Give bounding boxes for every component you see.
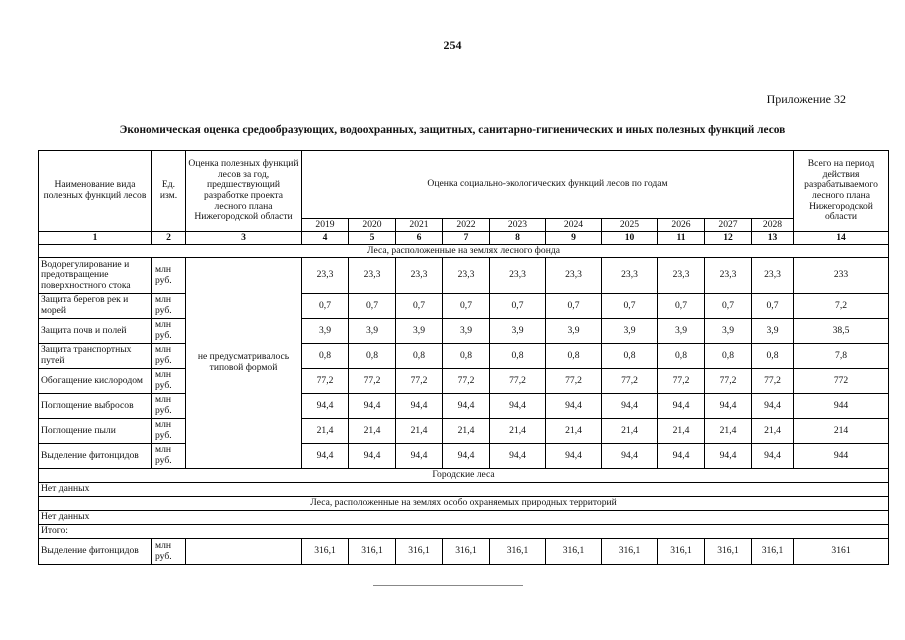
unit-cell: млн руб. (152, 539, 186, 565)
table-body (39, 151, 889, 565)
value-cell: 21,4 (752, 419, 794, 444)
total-cell: 3161 (794, 539, 889, 565)
function-name: Обогащение кислородом (39, 369, 152, 394)
value-cell: 94,4 (705, 394, 752, 419)
value-cell: 316,1 (752, 539, 794, 565)
value-cell: 21,4 (302, 419, 349, 444)
value-cell: 316,1 (396, 539, 443, 565)
unit-cell: млн руб. (152, 258, 186, 294)
value-cell: 21,4 (705, 419, 752, 444)
year-header: 2022 (443, 219, 490, 232)
value-cell: 21,4 (546, 419, 602, 444)
value-cell: 77,2 (658, 369, 705, 394)
total-cell: 214 (794, 419, 889, 444)
value-cell: 94,4 (546, 444, 602, 469)
table-row (39, 394, 889, 419)
function-name: Защита берегов рек и морей (39, 294, 152, 319)
table-row (39, 344, 889, 369)
value-cell: 94,4 (752, 394, 794, 419)
value-cell: 77,2 (705, 369, 752, 394)
no-data-label: Нет данных (39, 483, 889, 497)
value-cell: 316,1 (602, 539, 658, 565)
value-cell: 316,1 (349, 539, 396, 565)
value-cell: 316,1 (658, 539, 705, 565)
column-number: 11 (658, 232, 705, 245)
column-number: 3 (186, 232, 302, 245)
value-cell: 21,4 (396, 419, 443, 444)
total-cell: 944 (794, 444, 889, 469)
year-header: 2023 (490, 219, 546, 232)
total-cell: 7,8 (794, 344, 889, 369)
year-header: 2019 (302, 219, 349, 232)
value-cell: 23,3 (658, 258, 705, 294)
functions-table (38, 150, 889, 565)
value-cell: 23,3 (752, 258, 794, 294)
total-cell: 944 (794, 394, 889, 419)
footer-divider (373, 585, 523, 586)
value-cell: 0,7 (443, 294, 490, 319)
document-title: Экономическая оценка средообразующих, водоохранных, защитных, санитарно-гигиенических и иных полезных функций лесов (119, 124, 786, 136)
value-cell: 316,1 (443, 539, 490, 565)
value-cell: 316,1 (546, 539, 602, 565)
value-cell: 94,4 (752, 444, 794, 469)
value-cell: 23,3 (349, 258, 396, 294)
value-cell: 0,7 (658, 294, 705, 319)
value-cell: 3,9 (705, 319, 752, 344)
year-header: 2025 (602, 219, 658, 232)
value-cell: 3,9 (490, 319, 546, 344)
value-cell: 0,8 (490, 344, 546, 369)
column-number: 2 (152, 232, 186, 245)
value-cell: 94,4 (658, 394, 705, 419)
no-data-label-2-row (39, 511, 889, 525)
value-cell: 77,2 (546, 369, 602, 394)
header-by-years: Оценка социально-экологических функций лесов по годам (302, 151, 794, 219)
column-number: 4 (302, 232, 349, 245)
page-number: 254 (443, 38, 462, 52)
value-cell: 23,3 (602, 258, 658, 294)
value-cell: 0,7 (302, 294, 349, 319)
value-cell: 0,8 (602, 344, 658, 369)
column-number: 13 (752, 232, 794, 245)
value-cell: 0,8 (349, 344, 396, 369)
value-cell: 0,8 (396, 344, 443, 369)
value-cell: 94,4 (443, 394, 490, 419)
value-cell: 94,4 (490, 444, 546, 469)
value-cell: 316,1 (490, 539, 546, 565)
value-cell: 94,4 (302, 444, 349, 469)
value-cell: 94,4 (490, 394, 546, 419)
total-cell: 7,2 (794, 294, 889, 319)
value-cell: 316,1 (302, 539, 349, 565)
value-cell: 3,9 (752, 319, 794, 344)
value-cell: 94,4 (302, 394, 349, 419)
total-cell: 233 (794, 258, 889, 294)
year-header: 2027 (705, 219, 752, 232)
value-cell: 21,4 (658, 419, 705, 444)
function-name: Выделение фитонцидов (39, 444, 152, 469)
value-cell: 77,2 (302, 369, 349, 394)
table-row (39, 294, 889, 319)
value-cell: 23,3 (546, 258, 602, 294)
value-cell: 23,3 (705, 258, 752, 294)
column-number: 8 (490, 232, 546, 245)
value-cell: 3,9 (602, 319, 658, 344)
value-cell: 94,4 (396, 394, 443, 419)
value-cell: 21,4 (443, 419, 490, 444)
value-cell: 77,2 (752, 369, 794, 394)
value-cell: 0,7 (490, 294, 546, 319)
value-cell: 0,7 (396, 294, 443, 319)
unit-cell: млн руб. (152, 294, 186, 319)
value-cell: 77,2 (490, 369, 546, 394)
value-cell: 94,4 (658, 444, 705, 469)
value-cell: 21,4 (349, 419, 396, 444)
year-header: 2021 (396, 219, 443, 232)
section-title-urban-forests-row (39, 469, 889, 483)
header-row (39, 151, 889, 219)
value-cell: 0,8 (546, 344, 602, 369)
value-cell: 21,4 (490, 419, 546, 444)
value-cell: 77,2 (349, 369, 396, 394)
unit-cell: млн руб. (152, 394, 186, 419)
value-cell: 0,7 (602, 294, 658, 319)
column-number: 10 (602, 232, 658, 245)
year-header: 2028 (752, 219, 794, 232)
prior-estimate-note: не предусматривалось типовой формой (186, 258, 302, 469)
grand-total-row (39, 539, 889, 565)
value-cell: 77,2 (602, 369, 658, 394)
value-cell: 3,9 (658, 319, 705, 344)
value-cell: 3,9 (443, 319, 490, 344)
value-cell: 0,7 (705, 294, 752, 319)
total-cell: 38,5 (794, 319, 889, 344)
section-title-urban-forests: Городские леса (39, 469, 889, 483)
value-cell: 94,4 (546, 394, 602, 419)
section-title-forest-fund: Леса, расположенные на землях лесного фонда (39, 245, 889, 258)
header-unit: Ед. изм. (152, 151, 186, 232)
year-header: 2026 (658, 219, 705, 232)
value-cell: 94,4 (443, 444, 490, 469)
function-name: Водорегулирование и предотвращение поверхностного стока (39, 258, 152, 294)
unit-cell: млн руб. (152, 419, 186, 444)
value-cell: 94,4 (396, 444, 443, 469)
prior-estimate-empty (186, 539, 302, 565)
value-cell: 3,9 (349, 319, 396, 344)
value-cell: 0,7 (546, 294, 602, 319)
no-data-label-2: Нет данных (39, 511, 889, 525)
value-cell: 23,3 (302, 258, 349, 294)
column-number: 1 (39, 232, 152, 245)
column-number: 7 (443, 232, 490, 245)
value-cell: 94,4 (705, 444, 752, 469)
column-number: 6 (396, 232, 443, 245)
value-cell: 0,8 (302, 344, 349, 369)
value-cell: 23,3 (490, 258, 546, 294)
function-name: Выделение фитонцидов (39, 539, 152, 565)
value-cell: 23,3 (443, 258, 490, 294)
value-cell: 77,2 (443, 369, 490, 394)
no-data-label-row (39, 483, 889, 497)
section-title-protected-areas-row (39, 497, 889, 511)
value-cell: 316,1 (705, 539, 752, 565)
total-label: Итого: (39, 525, 889, 539)
table-row (39, 369, 889, 394)
table-row (39, 419, 889, 444)
value-cell: 0,7 (349, 294, 396, 319)
section-title-protected-areas: Леса, расположенные на землях особо охраняемых природных территорий (39, 497, 889, 511)
value-cell: 94,4 (349, 394, 396, 419)
header-name: Наименование вида полезных функций лесов (39, 151, 152, 232)
value-cell: 23,3 (396, 258, 443, 294)
unit-cell: млн руб. (152, 444, 186, 469)
column-number: 14 (794, 232, 889, 245)
table-row (39, 258, 889, 294)
column-number: 5 (349, 232, 396, 245)
unit-cell: млн руб. (152, 319, 186, 344)
value-cell: 3,9 (302, 319, 349, 344)
total-label-row (39, 525, 889, 539)
column-numbers-row (39, 232, 889, 245)
value-cell: 3,9 (396, 319, 443, 344)
year-header: 2024 (546, 219, 602, 232)
function-name: Поглощение пыли (39, 419, 152, 444)
value-cell: 94,4 (349, 444, 396, 469)
value-cell: 77,2 (396, 369, 443, 394)
value-cell: 0,8 (752, 344, 794, 369)
table-row (39, 319, 889, 344)
value-cell: 3,9 (546, 319, 602, 344)
table-row (39, 444, 889, 469)
value-cell: 0,7 (752, 294, 794, 319)
value-cell: 0,8 (658, 344, 705, 369)
function-name: Защита почв и полей (39, 319, 152, 344)
header-total: Всего на период действия разрабатываемого лесного плана Нижегородской области (794, 151, 889, 232)
function-name: Поглощение выбросов (39, 394, 152, 419)
function-name: Защита транспортных путей (39, 344, 152, 369)
value-cell: 94,4 (602, 444, 658, 469)
year-header: 2020 (349, 219, 396, 232)
column-number: 12 (705, 232, 752, 245)
value-cell: 21,4 (602, 419, 658, 444)
appendix-label: Приложение 32 (766, 92, 846, 106)
unit-cell: млн руб. (152, 344, 186, 369)
total-cell: 772 (794, 369, 889, 394)
column-number: 9 (546, 232, 602, 245)
header-prior: Оценка полезных функций лесов за год, предшествующий разработке проекта лесного плана Нижегородской области (186, 151, 302, 232)
value-cell: 0,8 (443, 344, 490, 369)
unit-cell: млн руб. (152, 369, 186, 394)
value-cell: 94,4 (602, 394, 658, 419)
section-row (39, 245, 889, 258)
value-cell: 0,8 (705, 344, 752, 369)
